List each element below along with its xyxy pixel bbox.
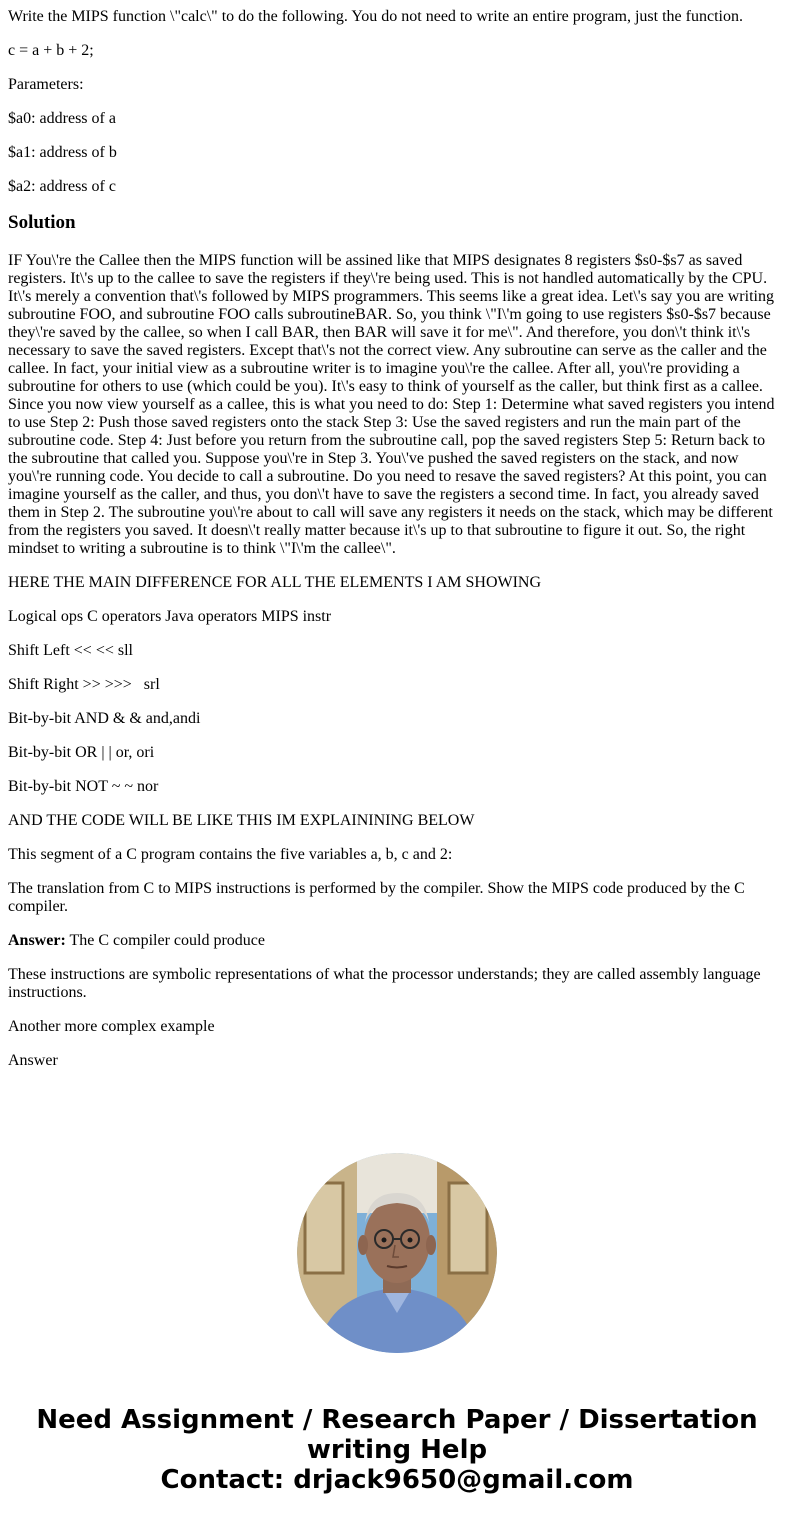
author-photo [297, 1153, 497, 1353]
symbolic-text: These instructions are symbolic representations of what the processor understands; they are called assembly language instructions. [8, 966, 761, 1001]
op-shift-right: Shift Right >> >>> srl [8, 676, 160, 693]
answer-line [8, 932, 786, 950]
param-a1: $a1: address of b [8, 144, 117, 161]
op-or: Bit-by-bit OR | | or, ori [8, 744, 155, 761]
op-shift-left: Shift Left << << sll [8, 642, 133, 659]
op-not: Bit-by-bit NOT ~ ~ nor [8, 778, 159, 795]
question-intro: Write the MIPS function \"calc\" to do the following. You do not need to write an entire program, just the function. [8, 8, 743, 25]
main-difference-text: HERE THE MAIN DIFFERENCE FOR ALL THE ELEMENTS I AM SHOWING [8, 574, 542, 591]
param-a2: $a2: address of c [8, 178, 116, 195]
answer-text: The C compiler could produce [65, 932, 265, 949]
segment-text: This segment of a C program contains the five variables a, b, c and 2: [8, 846, 453, 863]
question-equation: c = a + b + 2; [8, 42, 94, 59]
complex-example-text: Another more complex example [8, 1018, 215, 1035]
contact-banner [0, 1405, 794, 1495]
ops-header: Logical ops C operators Java operators MIPS instr [8, 608, 332, 625]
solution-heading: Solution [8, 212, 76, 233]
answer2-text: Answer [8, 1052, 58, 1069]
cta-line-2: writing Help [306, 1435, 488, 1465]
translation-text: The translation from C to MIPS instructions is performed by the compiler. Show the MIPS code produced by the C compiler. [8, 880, 745, 915]
code-intro: AND THE CODE WILL BE LIKE THIS IM EXPLAININING BELOW [8, 812, 475, 829]
param-a0: $a0: address of a [8, 110, 116, 127]
op-and: Bit-by-bit AND & & and,andi [8, 710, 201, 727]
answer-label: Answer: [8, 932, 66, 949]
cta-line-1: Need Assignment / Research Paper / Dissertation [36, 1405, 758, 1435]
contact-email[interactable]: Contact: drjack9650@gmail.com [160, 1465, 634, 1495]
params-label: Parameters: [8, 76, 84, 93]
author-avatar [297, 1153, 497, 1353]
solution-body: IF You\'re the Callee then the MIPS function will be assined like that MIPS designates 8 registers $s0-$s7 as saved registers. It\'s up to the callee to save the registers if they\'re being used. This is not handled automatically by the CPU. It\'s merely a convention that\'s followed by MIPS programmers. This seems like a great idea. Let\'s say you are writing subroutine FOO, and subroutine FOO calls subroutineBAR. So, you think \"I\'m going to use registers $s0-$s7 because they\'re saved by the callee, so when I call BAR, then BAR will save it for me\". And therefore, you don\'t think it\'s necessary to save the saved registers. Except that\'s not the correct view. Any subroutine can serve as the caller and the callee. In fact, your initial view as a subroutine writer is to imagine you\'re the callee. After all, you\'re providing a subroutine for others to use (which could be you). It\'s easy to think of yourself as the caller, but think first as a callee. Since you now view yourself as a callee, this is what you need to do: Step 1: Determine what saved registers you intend to use Step 2: Push those saved registers onto the stack Step 3: Use the saved registers and run the main part of the subroutine code. Step 4: Just before you return from the subroutine call, pop the saved registers Step 5: Return back to the subroutine that called you. Suppose you\'re in Step 3. You\'ve pushed the saved registers on the stack, and now you\'re running code. You decide to call a subroutine. Do you need to resave the saved registers? At this point, you can imagine yourself as the caller, and thus, you don\'t have to save the registers a second time. In fact, you already saved them in Step 2. The subroutine you\'re about to call will save any registers it needs on the stack, which may be different from the registers you saved. It doesn\'t really matter because it\'s up to that subroutine to figure it out. So, the right mindset to writing a subroutine is to think \"I\'m the callee\". [8, 252, 775, 557]
